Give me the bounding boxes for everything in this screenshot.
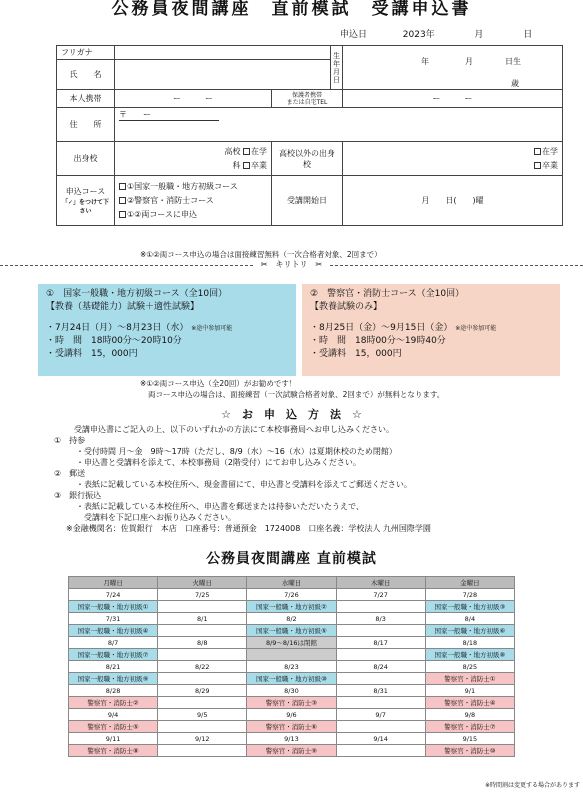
schedule-cell: 国家一般職・地方初級④: [69, 625, 158, 637]
schedule-cell: 9/15: [425, 733, 514, 745]
school-kou: 高校: [224, 146, 241, 156]
course-options: [115, 176, 272, 226]
address-label: 住 所: [57, 108, 115, 142]
recommend-line-1: ※①②両コース申込（全20回）がお勧めです！: [140, 379, 297, 388]
course-option-2: [119, 194, 267, 208]
method-2: [54, 468, 564, 490]
postal-code: 〒 ー: [119, 109, 219, 121]
graduated-label: 卒業: [251, 160, 268, 170]
schedule-header-cell: 月曜日: [69, 577, 158, 589]
method-title: ☆ お 申 込 方 法 ☆: [221, 408, 362, 421]
schedule-cell: 8/17: [336, 637, 425, 649]
date-month: 月: [474, 30, 484, 40]
other-school-field[interactable]: [343, 142, 563, 176]
recommend-note: [140, 378, 444, 400]
course-option-1-label: ①国家一般職・地方初級コース: [127, 181, 238, 191]
guardian-label: [272, 90, 343, 108]
course-hint: 「✓」をつけて下さい: [61, 199, 110, 215]
schedule-cell: 9/4: [69, 709, 158, 721]
course-label-main: 申込コース: [65, 187, 106, 196]
schedule-cell: 国家一般職・地方初級①: [69, 601, 158, 613]
schedule-cell: 警察官・消防士⑧: [69, 745, 158, 757]
schedule-cell: 8/1: [158, 613, 247, 625]
birth-day: 日生: [505, 57, 521, 66]
schedule-cell: [336, 745, 425, 757]
schedule-row: [69, 637, 515, 649]
schedule-cell: 国家一般職・地方初級⑧: [425, 649, 514, 661]
birth-date-field[interactable]: [343, 46, 563, 90]
schedule-cell: 8/3: [336, 613, 425, 625]
method-2-line-1: ・表紙に記載している本校住所へ、現金書留にて、申込書と受講料を添えてご郵送ください。: [76, 480, 412, 489]
course-2-head: ② 警察官・消防士コース（全10回）: [310, 289, 465, 299]
mobile-field[interactable]: ー ー: [115, 90, 272, 108]
course-option-3-label: ①②両コースに申込: [127, 209, 197, 219]
schedule-row: [69, 733, 515, 745]
course-2-fee: ・受講料 15，000円: [310, 349, 402, 359]
schedule-cell: 警察官・消防士⑥: [247, 721, 336, 733]
schedule-cell: 9/14: [336, 733, 425, 745]
schedule-cell: [336, 625, 425, 637]
schedule-cell: 7/24: [69, 589, 158, 601]
schedule-cell: 9/12: [158, 733, 247, 745]
course-label: [57, 176, 115, 226]
method-3: [54, 490, 564, 523]
age: 歳: [511, 79, 519, 88]
schedule-body: [69, 589, 515, 757]
course-1-checkbox[interactable]: [119, 183, 126, 190]
schedule-cell: 9/6: [247, 709, 336, 721]
method-1-line-1: ・受付時間 月〜金 9時〜17時（ただし、8/9（水）〜16（水）は夏期休校のため閉館）: [76, 447, 397, 456]
course-option-3: [119, 208, 267, 222]
schedule-cell: 8/28: [69, 685, 158, 697]
birth-month: 月: [465, 57, 473, 66]
schedule-row: [69, 589, 515, 601]
schedule-row: [69, 721, 515, 733]
schedule-cell: 8/18: [425, 637, 514, 649]
bank-info: ※金融機関名：佐賀銀行 本店 口座番号：普通預金 1724008 口座名義：学校法人 九州国際学園: [66, 524, 431, 533]
cut-label: [0, 259, 583, 270]
schedule-row: [69, 649, 515, 661]
date-year: 2023年: [402, 30, 435, 40]
course-2-period: ・8月25日（金）〜9月15日（金）: [310, 323, 453, 333]
schedule-cell: [158, 745, 247, 757]
schedule-row: [69, 673, 515, 685]
schedule-cell: 7/25: [158, 589, 247, 601]
schedule-cell: 9/8: [425, 709, 514, 721]
schedule-cell: [158, 697, 247, 709]
schedule-row: [69, 697, 515, 709]
schedule-header-cell: 火曜日: [158, 577, 247, 589]
course-1-period-note: ※途中参加可能: [191, 325, 233, 332]
start-label: 受講開始日: [272, 176, 343, 226]
other-enrolled-checkbox[interactable]: [534, 148, 541, 155]
schedule-cell: [158, 721, 247, 733]
other-graduated-checkbox[interactable]: [534, 162, 541, 169]
method-1-title: 持参: [69, 436, 86, 445]
schedule-cell: [247, 649, 336, 661]
method-3-line-1: ・表紙に記載している本校住所へ、申込書を郵送または持参いただいたうえで、: [76, 502, 364, 511]
schedule-row: [69, 601, 515, 613]
schedule-cell: 国家一般職・地方初級⑨: [69, 673, 158, 685]
schedule-cell: 8/30: [247, 685, 336, 697]
course-1-sub: 【教養（基礎能力）試験＋適性試験】: [46, 302, 200, 312]
schedule-cell: 9/11: [69, 733, 158, 745]
schedule-cell: 警察官・消防士⑨: [247, 745, 336, 757]
name-field[interactable]: [115, 60, 331, 90]
schedule-cell: [336, 721, 425, 733]
schedule-cell: 9/5: [158, 709, 247, 721]
schedule-row: [69, 745, 515, 757]
schedule-cell: 8/24: [336, 661, 425, 673]
method-1-line-2: ・申込書と受講料を添えて、本校事務局（2階受付）にてお申し込みください。: [76, 458, 361, 467]
method-3-no: ③: [54, 491, 62, 500]
school-field[interactable]: [115, 142, 272, 176]
method-2-title: 郵送: [69, 469, 86, 478]
schedule-cell: 警察官・消防士③: [247, 697, 336, 709]
enrolled-checkbox[interactable]: [243, 148, 250, 155]
schedule-row: [69, 661, 515, 673]
schedule-cell: 8/7: [69, 637, 158, 649]
graduated-checkbox[interactable]: [243, 162, 250, 169]
schedule-row: [69, 709, 515, 721]
schedule-header-cell: 木曜日: [336, 577, 425, 589]
address-field[interactable]: [115, 108, 563, 142]
schedule-header-cell: 水曜日: [247, 577, 336, 589]
birth-label: 生年月日: [331, 46, 343, 90]
other-enrolled-label: 在学: [542, 146, 558, 156]
schedule-cell: 8/31: [336, 685, 425, 697]
mobile-label: 本人携帯: [57, 90, 115, 108]
schedule-cell: 国家一般職・地方初級⑩: [247, 673, 336, 685]
schedule-cell: [158, 649, 247, 661]
schedule-cell: 8/2: [247, 613, 336, 625]
course-2-box: [302, 284, 560, 376]
course-1-fee: ・受講料 15，000円: [46, 349, 138, 359]
schedule-cell: 7/27: [336, 589, 425, 601]
schedule-cell: 7/26: [247, 589, 336, 601]
schedule-cell: 警察官・消防士①: [425, 673, 514, 685]
guardian-field[interactable]: ー ー: [343, 90, 563, 108]
guardian-label-main: 保護者携帯: [292, 91, 323, 99]
schedule-cell: [336, 649, 425, 661]
schedule-row: [69, 613, 515, 625]
method-section: [54, 424, 564, 534]
schedule-header-cell: 金曜日: [425, 577, 514, 589]
schedule-cell: 国家一般職・地方初級⑥: [425, 625, 514, 637]
school-label: 出身校: [57, 142, 115, 176]
schedule-cell: 警察官・消防士⑤: [69, 721, 158, 733]
course-1-period: ・7月24日（月）〜8月23日（水）: [46, 323, 189, 333]
course-option-2-label: ②警察官・消防士コース: [127, 195, 214, 205]
course-1-time: ・時 間 18時00分〜20時10分: [46, 336, 182, 346]
schedule-header-row: [69, 577, 515, 589]
course-1-head: ① 国家一般職・地方初級コース（全10回）: [46, 289, 228, 299]
enrolled-label: 在学: [251, 146, 268, 156]
schedule-cell: [158, 601, 247, 613]
method-1: [54, 435, 564, 468]
start-field[interactable]: 月 日( )曜: [343, 176, 563, 226]
schedule-cell: [336, 673, 425, 685]
schedule-cell: 警察官・消防士⑩: [425, 745, 514, 757]
course-2-period-note: ※途中参加可能: [455, 325, 497, 332]
schedule-cell: 8/29: [158, 685, 247, 697]
schedule-cell: 9/13: [247, 733, 336, 745]
furigana-label: フリガナ: [57, 46, 115, 60]
schedule-cell: 8/22: [158, 661, 247, 673]
furigana-field[interactable]: [115, 46, 331, 60]
schedule-cell: [158, 673, 247, 685]
application-date: [340, 27, 580, 40]
guardian-label-sub: または自宅TEL: [286, 98, 328, 106]
form-note: ※①②両コース申込の場合は面接練習無料（一次合格者対象、2回まで）: [140, 250, 382, 259]
schedule-cell: 国家一般職・地方初級⑤: [247, 625, 336, 637]
schedule-cell: [336, 601, 425, 613]
schedule-cell: 国家一般職・地方初級⑦: [69, 649, 158, 661]
schedule-cell: 9/7: [336, 709, 425, 721]
schedule-cell: 7/28: [425, 589, 514, 601]
schedule-table: [68, 576, 515, 757]
schedule-cell: 国家一般職・地方初級③: [425, 601, 514, 613]
birth-year: 年: [421, 57, 429, 66]
other-school-label: 高校以外の出身校: [272, 142, 343, 176]
page-title: 公務員夜間講座 直前模試 受講申込書: [111, 0, 472, 19]
method-3-line-2: 受講料を下記口座へお振り込みください。: [84, 513, 236, 522]
schedule-cell: 8/25: [425, 661, 514, 673]
application-form: [56, 45, 563, 226]
schedule-cell: 8/8: [158, 637, 247, 649]
school-ka: 科: [232, 160, 241, 170]
method-1-no: ①: [54, 436, 62, 445]
schedule-cell: 7/31: [69, 613, 158, 625]
schedule-cell: [158, 625, 247, 637]
schedule-cell: 9/1: [425, 685, 514, 697]
schedule-row: [69, 625, 515, 637]
schedule-cell: 8/23: [247, 661, 336, 673]
method-intro: 受講申込書にご記入の上、以下のいずれかの方法にて本校事務局へお申し込みください。: [74, 425, 394, 434]
other-graduated-label: 卒業: [542, 160, 558, 170]
schedule-cell: 警察官・消防士⑦: [425, 721, 514, 733]
recommend-line-2: 両コース申込の場合は、面接練習（一次試験合格者対象、2回まで）が無料となります。: [148, 390, 445, 399]
schedule-cell: 警察官・消防士②: [69, 697, 158, 709]
footnote: ※時間割は変更する場合があります: [484, 782, 580, 789]
cut-label-text: ✂ キリトリ ✂: [253, 260, 330, 269]
method-2-no: ②: [54, 469, 62, 478]
name-label: 氏 名: [57, 60, 115, 90]
schedule-cell: 警察官・消防士④: [425, 697, 514, 709]
method-3-title: 銀行振込: [69, 491, 102, 500]
date-label: 申込日: [340, 30, 368, 40]
schedule-cell: 国家一般職・地方初級②: [247, 601, 336, 613]
schedule-cell: 8/21: [69, 661, 158, 673]
schedule-title: 公務員夜間講座 直前模試: [206, 551, 377, 567]
schedule-cell: 8/4: [425, 613, 514, 625]
course-2-time: ・時 間 18時00分〜19時40分: [310, 336, 446, 346]
schedule-row: [69, 685, 515, 697]
date-day: 日: [523, 30, 533, 40]
course-2-checkbox[interactable]: [119, 197, 126, 204]
course-1-box: [38, 284, 296, 376]
schedule-cell: [336, 697, 425, 709]
course-both-checkbox[interactable]: [119, 211, 126, 218]
course-option-1: [119, 180, 267, 194]
course-2-sub: 【教養試験のみ】: [310, 302, 383, 312]
schedule-cell: 8/9〜8/16は閉館: [247, 637, 336, 649]
